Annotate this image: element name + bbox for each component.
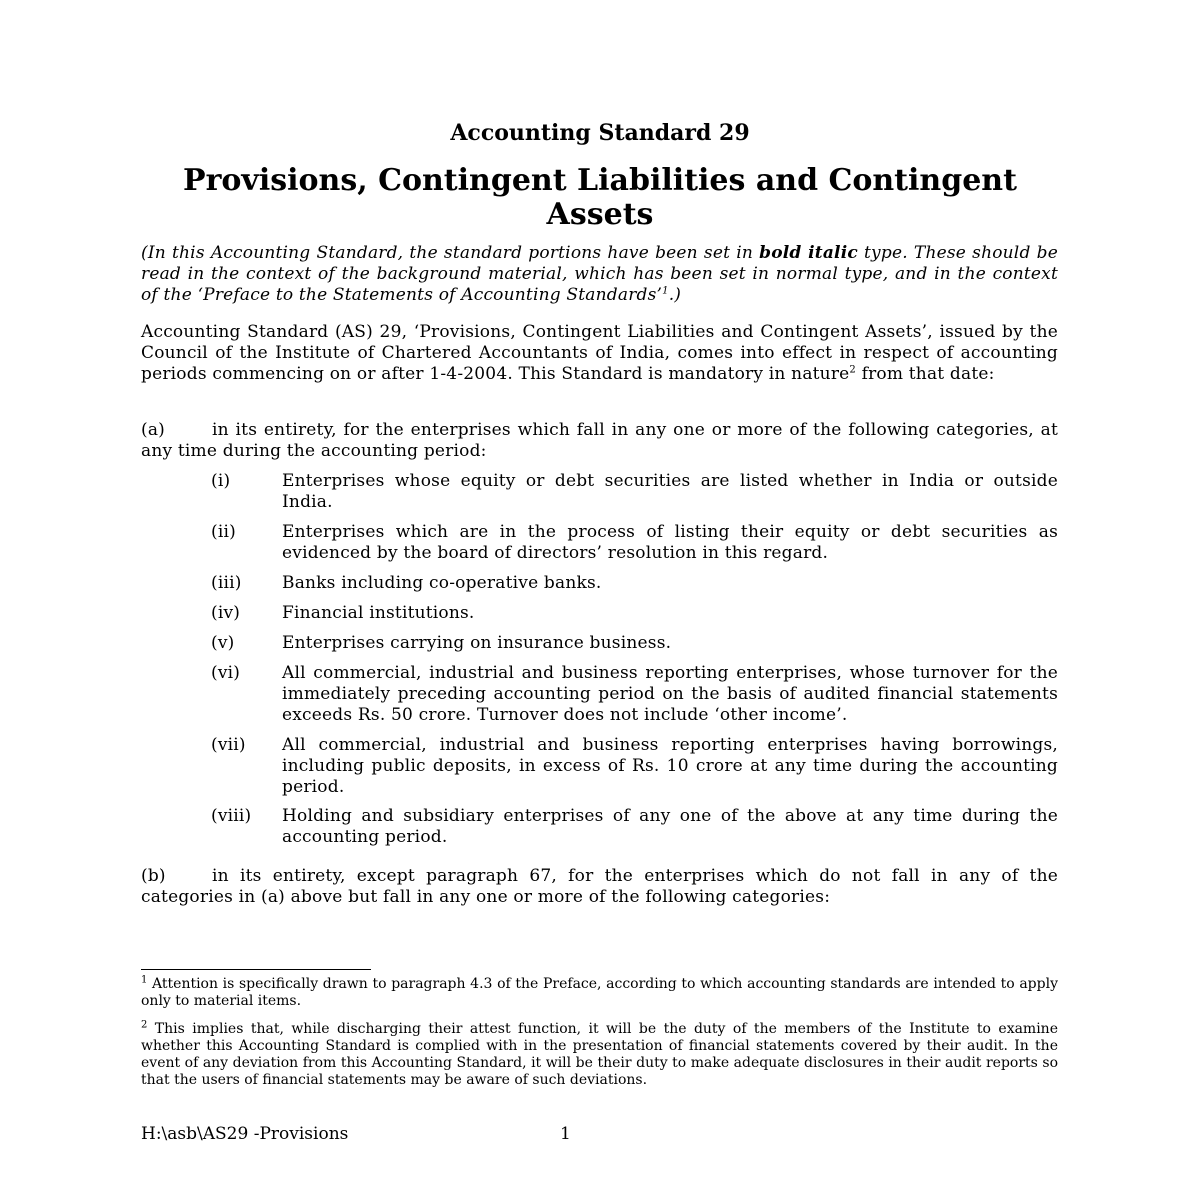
footer-file-path: H:\asb\AS29 -Provisions — [141, 1124, 349, 1144]
footnote-text: This implies that, while discharging their attest function, it will be the duty of the members of the Institute to examine whether this Accounting Standard is complied with in the presentation of financial statements covered by their audit. In the event of any deviation from this Accounting Standard, it will be their duty to make adequate disclosures in their audit reports so that the users of financial statements may be aware of such deviations. — [141, 1021, 1058, 1088]
page-title: Provisions, Contingent Liabilities and Contingent Assets — [183, 163, 1017, 232]
sub-item-text: Holding and subsidiary enterprises of any one of the above at any time during the accounting period. — [282, 806, 1058, 847]
intro-note — [141, 243, 1058, 306]
sub-item-text: Enterprises which are in the process of listing their equity or debt securities as evidenced by the board of directors’ resolution in this regard. — [282, 522, 1058, 563]
main-paragraph-tail: from that date: — [855, 364, 995, 384]
sub-item-number: (vii) — [211, 735, 246, 755]
footnote-mark: 2 — [141, 1019, 148, 1031]
sub-item-number: (i) — [211, 471, 231, 491]
footnote-ref-1[interactable]: 1 — [662, 285, 669, 297]
sub-item-number: (v) — [211, 633, 235, 653]
intro-note-bold: bold italic — [759, 243, 858, 263]
sub-item-text: Banks including co-operative banks. — [282, 573, 602, 593]
intro-note-part2: type. These should be read in the context of the background material, which has been set in normal type, and in the context of the ‘Preface to the Statements of Accounting Standards’ — [141, 243, 1058, 305]
intro-note-part3: .) — [668, 285, 682, 305]
footnote-2 — [141, 1021, 1058, 1089]
sub-item-text: Financial institutions. — [282, 603, 475, 623]
sub-item-number: (ii) — [211, 522, 236, 542]
footnote-text: Attention is specifically drawn to paragraph 4.3 of the Preface, according to which accounting standards are intended to apply only to material items. — [141, 976, 1058, 1009]
list-item-b — [141, 866, 1058, 908]
sub-item-number: (iii) — [211, 573, 242, 593]
sub-item-number: (vi) — [211, 663, 241, 683]
page-number: 1 — [560, 1124, 571, 1144]
footnote-mark: 1 — [141, 974, 148, 986]
intro-note-part1: (In this Accounting Standard, the standard portions have been set in — [141, 243, 760, 263]
footnote-1 — [141, 976, 1058, 1010]
list-item-a-text: in its entirety, for the enterprises which fall in any one or more of the following categories, at any time during the accounting period: — [141, 420, 1058, 461]
sub-item-text: Enterprises whose equity or debt securities are listed whether in India or outside India. — [282, 471, 1058, 512]
standard-number: Accounting Standard 29 — [450, 120, 750, 146]
sub-item-text: All commercial, industrial and business reporting enterprises, whose turnover for the immediately preceding accounting period on the basis of audited financial statements exceeds Rs. 50 crore. Turnover does not include ‘other income’. — [282, 663, 1058, 725]
main-paragraph — [141, 322, 1058, 385]
list-item-a — [141, 420, 1058, 462]
sub-item-text: Enterprises carrying on insurance business. — [282, 633, 672, 653]
main-paragraph-text: Accounting Standard (AS) 29, ‘Provisions, Contingent Liabilities and Contingent Assets’, issued by the Council of the Institute of Chartered Accountants of India, comes into effect in respect of accounting periods commencing on or after 1-4-2004. This Standard is mandatory in nature — [141, 322, 1058, 384]
footnote-ref-2[interactable]: 2 — [849, 364, 856, 376]
sub-item-number: (iv) — [211, 603, 241, 623]
footnote-divider — [141, 969, 371, 970]
sub-item-text: All commercial, industrial and business reporting enterprises having borrowings, including public deposits, in excess of Rs. 10 crore at any time during the accounting period. — [282, 735, 1058, 797]
list-item-b-label: (b) — [141, 866, 166, 886]
list-item-a-label: (a) — [141, 420, 165, 440]
sub-item-number: (viii) — [211, 806, 252, 826]
list-item-b-text: in its entirety, except paragraph 67, for the enterprises which do not fall in any of the categories in (a) above but fall in any one or more of the following categories: — [141, 866, 1058, 907]
